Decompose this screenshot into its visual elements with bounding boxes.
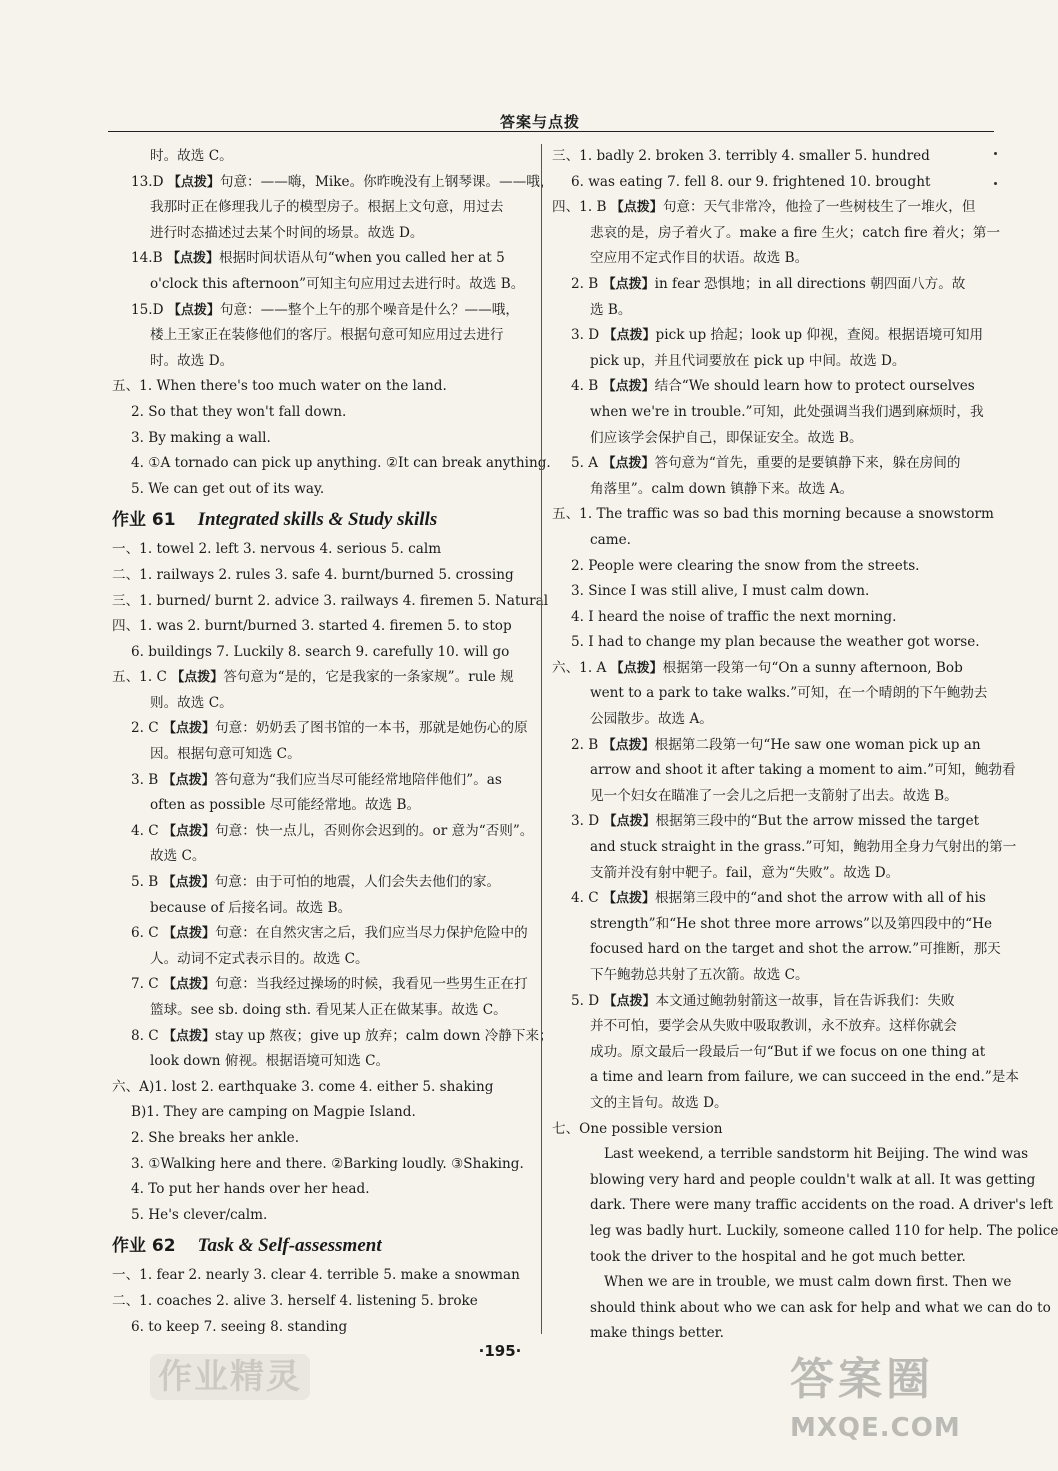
answer-line [112,614,534,640]
answer-line [112,1177,534,1203]
answer-text: 4. To put her hands over her head. [131,1181,370,1198]
answer-line [112,768,534,794]
answer-line [112,374,534,400]
answer-text: 3. D [571,813,604,830]
answer-line [112,1024,553,1050]
answer-line [112,1126,534,1152]
answer-text: 4. C [131,822,164,839]
answer-text: 角落里”。calm down 镇静下来。故选 A。 [590,480,854,497]
answer-line [552,681,988,707]
answer-line [552,1091,974,1117]
answer-text: often as possible 尽可能经常地。故选 B。 [150,797,421,814]
answer-line [552,707,974,733]
answer-line [112,998,534,1024]
answer-line [112,972,534,998]
answer-text: took the driver to the hospital and he got much better. [590,1248,966,1265]
answer-text: look down 俯视。根据语境可知选 C。 [150,1053,390,1070]
hint-text: 句意：天气非常冷，他捡了一些树枝生了一堆火，但 [662,199,976,216]
answer-text: When we are in trouble, we must calm down first. Then we [604,1274,1012,1291]
hint-marker: 【点拨】 [603,328,656,344]
answer-line [552,758,1016,784]
answer-text: 悲哀的是，房子着火了。make a fire 生火；catch fire 着火；第一 [590,224,1001,241]
answer-text: 四、1. B [552,199,611,216]
answer-line [112,742,534,768]
answer-line [112,921,534,947]
answer-text: 13.D [131,173,168,190]
answer-line [112,716,534,742]
hint-marker: 【点拨】 [167,302,220,318]
answer-line [552,835,1017,861]
answer-line [552,374,974,400]
hint-marker: 【点拨】 [603,814,656,830]
answer-text: 下午鲍勃总共射了五次箭。故选 C。 [590,967,809,983]
answer-text: 5. We can get out of its way. [131,480,325,497]
answer-text: 支箭并没有射中靶子。fail，意为“失败”。故选 D。 [590,864,900,881]
answer-text: 4. C [571,890,604,907]
answer-line [552,733,981,759]
answer-line [552,1142,1029,1168]
answer-text: o'clock this afternoon”可知主句应用过去进行时。故选 B。 [150,275,525,292]
answer-line [112,793,534,819]
hint-marker: 【点拨】 [163,1028,216,1044]
answer-line [112,665,534,691]
answer-line [552,937,1001,963]
answer-line [112,477,534,503]
hint-text: 句意：由于可怕的地震，人们会失去他们的家。 [214,874,501,891]
hint-marker: 【点拨】 [610,200,663,216]
answer-text: 二、1. railways 2. rules 3. safe 4. burnt/burned 5. crossing [112,566,514,583]
answer-line [552,1321,974,1347]
answer-line [552,861,974,887]
answer-text: 3. By making a wall. [131,429,271,446]
answer-line [552,1193,1053,1219]
answer-line [112,640,534,666]
answer-text: 选 B。 [590,301,632,318]
answer-text: 3. ①Walking here and there. ②Barking loudly. ③Shaking. [131,1155,524,1172]
edge-mark [994,182,997,185]
answer-line [552,912,992,938]
hint-text: 答句意为“我们应当尽可能经常地陪伴他们”。as [214,771,502,788]
answer-text: 2. C [131,720,164,737]
answer-text: 三、1. burned/ burnt 2. advice 3. railways 4. firemen 5. Natural [112,592,549,609]
answer-text: leg was badly hurt. Luckily, someone called 110 for help. The police [590,1222,1058,1239]
answer-line [552,400,984,426]
hint-marker: 【点拨】 [162,772,215,788]
hint-text: 本文通过鲍勃射箭这一故事，旨在告诉我们：失败 [655,992,955,1009]
left-column [112,144,554,1340]
answer-line [552,656,974,682]
answer-text: 2. So that they won't fall down. [131,403,347,420]
answer-line [552,554,974,580]
answer-line [112,400,534,426]
answer-text: 五、1. When there's too much water on the land. [112,378,447,395]
answer-line [552,1040,986,1066]
answer-line [552,477,974,503]
answer-text: 5. D [571,992,604,1009]
answer-line [552,1014,974,1040]
answer-line [112,1289,534,1315]
answer-line [552,1296,1051,1322]
answer-line [112,195,534,221]
hint-text: stay up 熬夜；give up 放弃；calm down 冷静下来； [215,1027,553,1044]
column-divider [541,144,542,1334]
answer-text: 人。动词不定式表示目的。故选 C。 [150,950,369,967]
hint-marker: 【点拨】 [163,926,216,942]
answer-line [552,323,984,349]
section-title: Task & Self-assessment [197,1235,382,1257]
answer-line [112,819,534,845]
hint-marker: 【点拨】 [163,977,216,993]
answer-line [112,1049,534,1075]
hint-text: 答句意为“是的，它是我家的一条家规”。rule 规 [223,669,514,686]
answer-line [112,170,554,196]
answer-line [552,528,974,554]
hint-marker: 【点拨】 [602,276,655,292]
hint-marker: 【点拨】 [171,670,224,686]
section-title: Integrated skills & Study skills [197,509,438,531]
answer-text: 文的主旨句。故选 D。 [590,1094,728,1111]
hint-marker: 【点拨】 [603,891,656,907]
answer-text: 4. I heard the noise of traffic the next morning. [571,608,897,625]
header-rule [108,131,994,132]
answer-text: 5. A [571,455,603,472]
section-heading [112,504,534,535]
answer-text: 公园散步。故选 A。 [590,711,713,728]
hint-text: 句意：——整个上午的那个噪音是什么？——哦， [219,301,519,318]
answer-text: 2. People were clearing the snow from the streets. [571,557,920,574]
answer-line [552,502,994,528]
answer-line [112,246,534,272]
hint-text: 根据第二段第一句“He saw one woman pick up an [654,736,981,753]
answer-line [112,426,534,452]
hint-text: 答句意为“首先，重要的是要镇静下来，躲在房间的 [654,455,961,472]
watermark-url: MXQE.COM [790,1413,961,1443]
answer-text: 二、1. coaches 2. alive 3. herself 4. listening 5. broke [112,1292,478,1309]
answer-line [112,1203,534,1229]
answer-text: 6. was eating 7. fell 8. our 9. frightened 10. brought [571,173,931,190]
hint-text: 句意：快一点儿，否则你会迟到的。or 意为“否则”。 [215,822,534,839]
answer-text: dark. There were many traffic accidents on the road. A driver's left [590,1197,1053,1214]
answer-text: 3. B [131,771,163,788]
answer-line [552,349,974,375]
answer-line [112,1075,534,1101]
answer-text: make things better. [590,1325,724,1342]
answer-line [552,1219,1058,1245]
hint-text: 结合“We should learn how to protect ourselves [654,378,975,395]
hint-text: 根据第三段中的“But the arrow missed the target [655,813,980,830]
hint-text: 根据时间状语从句“when you called her at 5 [218,250,505,267]
hint-marker: 【点拨】 [602,456,655,472]
answer-text: 8. C [131,1027,164,1044]
answer-line [112,1152,534,1178]
answer-line [552,426,974,452]
answer-text: focused hard on the target and shot the arrow.”可推断，那天 [590,941,1001,958]
watermark-logo-text: 答案圈 [790,1354,934,1405]
hint-text: pick up 拾起；look up 仰视，查阅。根据语境可知用 [655,327,984,344]
answer-text: came. [590,531,631,548]
answer-line [112,537,534,563]
answer-text: Last weekend, a terrible sandstorm hit Beijing. The wind was [604,1146,1029,1163]
answer-text: 3. D [571,327,604,344]
answer-text: 故选 C。 [150,848,206,865]
answer-text: 进行时态描述过去某个时间的场景。故选 D。 [150,224,424,241]
answer-text: went to a park to take walks.”可知，在一个晴朗的下午鲍勃去 [590,685,988,702]
answer-text: 4. B [571,378,603,395]
answer-text: 五、1. C [112,669,172,686]
answer-text: arrow and shoot it after taking a moment to aim.”可知，鲍勃看 [590,762,1016,779]
hint-marker: 【点拨】 [603,993,656,1009]
answer-text: 6. C [131,925,164,942]
edge-mark [994,152,997,155]
answer-line [552,605,974,631]
answer-text: 我那时正在修理我儿子的模型房子。根据上文句意，用过去 [150,199,504,216]
watermark-left: 作业精灵 [150,1354,310,1400]
answer-text: 时。故选 C。 [150,148,233,164]
hint-marker: 【点拨】 [162,875,215,891]
answer-text: 3. Since I was still alive, I must calm down. [571,583,870,600]
answer-text: 们应该学会保护自己，即保证安全。故选 B。 [590,429,863,446]
answer-text: 并不可怕，要学会从失败中吸取教训，永不放弃。这样你就会 [590,1018,958,1035]
answer-line [552,1245,974,1271]
answer-text: 2. B [571,736,603,753]
answer-text: 因。根据句意可知选 C。 [150,746,301,763]
answer-line [552,989,974,1015]
answer-text: 14.B [131,250,167,267]
answer-text: 篮球。see sb. doing sth. 看见某人正在做某事。故选 C。 [150,1002,507,1018]
answer-text: 时。故选 D。 [150,352,234,369]
answer-text: 一、1. fear 2. nearly 3. clear 4. terrible 5. make a snowman [112,1267,520,1284]
answer-text: 15.D [131,301,168,318]
section-heading [112,1230,534,1261]
answer-text: 一、1. towel 2. left 3. nervous 4. serious 5. calm [112,541,442,558]
page-number: ·195· [478,1342,522,1360]
answer-line [552,1117,974,1143]
answer-line [552,144,974,170]
hint-marker: 【点拨】 [163,721,216,737]
answer-text: B)1. They are camping on Magpie Island. [131,1104,416,1121]
answer-text: 成功。原文最后一段最后一句“But if we focus on one thing at [590,1043,986,1060]
section-label: 作业 62 [112,1236,176,1257]
answer-line [552,809,980,835]
hint-marker: 【点拨】 [610,660,663,676]
hint-text: in fear 恐惧地；in all directions 朝四面八方。故 [654,275,966,292]
answer-line [552,272,974,298]
answer-text: 5. B [131,874,163,891]
answer-line [112,1100,534,1126]
answer-text: and stuck straight in the grass.”可知，鲍勃用全身力气射出的第一 [590,839,1017,856]
answer-line [112,844,534,870]
hint-marker: 【点拨】 [163,823,216,839]
answer-text: 五、1. The traffic was so bad this morning because a snowstorm [552,506,994,523]
answer-line [552,451,974,477]
section-label: 作业 61 [112,510,176,531]
answer-line [552,1270,1012,1296]
answer-line [552,246,974,272]
answer-line [112,563,534,589]
answer-line [552,1168,1036,1194]
answer-line [112,349,534,375]
answer-text: when we're in trouble.”可知，此处强调当我们遇到麻烦时，我 [590,403,984,420]
answer-text: 5. I had to change my plan because the weather got worse. [571,634,980,651]
answer-line [112,691,534,717]
answer-text: 6. buildings 7. Luckily 8. search 9. carefully 10. will go [131,643,510,660]
answer-line [552,886,986,912]
answer-text: 六、1. A [552,659,611,676]
hint-text: 句意：在自然灾害之后，我们应当尽力保护危险中的 [215,925,528,942]
answer-text: 空应用不定式作目的状语。故选 B。 [590,250,809,267]
answer-line [552,298,974,324]
answer-text: 七、One possible version [552,1120,723,1137]
watermark-logo [790,1350,990,1460]
answer-line [552,195,974,221]
hint-text: 根据第三段中的“and shot the arrow with all of his [655,890,986,907]
answer-line [112,1315,534,1341]
hint-marker: 【点拨】 [166,251,219,267]
answer-line [552,784,974,810]
hint-text: 句意：——嗨，Mike。你昨晚没有上钢琴课。——哦， [219,173,554,190]
answer-text: 2. She breaks her ankle. [131,1129,300,1146]
answer-text: 四、1. was 2. burnt/burned 3. started 4. firemen 5. to stop [112,618,512,635]
answer-line [552,221,1001,247]
right-column [552,144,1058,1347]
answer-text: 5. He's clever/calm. [131,1206,268,1223]
answer-text: 六、A)1. lost 2. earthquake 3. come 4. either 5. shaking [112,1078,494,1095]
answer-line [552,170,974,196]
answer-text: because of 后接名词。故选 B。 [150,899,352,916]
answer-line [552,963,974,989]
answer-line [112,947,534,973]
answer-text: 楼上王家正在装修他们的客厅。根据句意可知应用过去进行 [150,327,504,344]
hint-marker: 【点拨】 [602,737,655,753]
answer-line [112,1263,534,1289]
answer-text: blowing very hard and people couldn't walk at all. It was getting [590,1171,1036,1188]
answer-text: should think about who we can ask for help and what we can do to [590,1299,1051,1316]
answer-line [112,272,534,298]
answer-text: 7. C [131,976,164,993]
page-header-title: 答案与点拨 [499,113,580,131]
hint-text: 根据第一段第一句“On a sunny afternoon, Bob [662,659,963,676]
answer-text: pick up，并且代词要放在 pick up 中间。故选 D。 [590,352,906,369]
answer-line [112,144,534,170]
answer-text: a time and learn from failure, we can succeed in the end.”是本 [590,1069,1019,1086]
answer-line [112,221,534,247]
hint-marker: 【点拨】 [602,379,655,395]
hint-text: 句意：奶奶丢了图书馆的一本书，那就是她伤心的原 [215,720,528,737]
answer-line [112,323,534,349]
answer-line [552,1065,1019,1091]
answer-line [552,579,974,605]
answer-line [112,870,534,896]
hint-marker: 【点拨】 [167,174,220,190]
answer-line [112,896,534,922]
answer-text: 三、1. badly 2. broken 3. terribly 4. smaller 5. hundred [552,148,930,164]
answer-line [112,451,551,477]
answer-text: 4. ①A tornado can pick up anything. ②It can break anything. [131,455,551,472]
answer-line [112,589,549,615]
answer-line [112,298,534,324]
hint-text: 句意：当我经过操场的时候，我看见一些男生正在打 [215,976,528,993]
answer-line [552,630,980,656]
answer-text: 2. B [571,275,603,292]
answer-text: 6. to keep 7. seeing 8. standing [131,1318,348,1335]
answer-text: strength”和“He shot three more arrows”以及第四段中的“He [590,915,992,932]
answer-text: 则。故选 C。 [150,694,233,711]
answer-text: 见一个妇女在瞄准了一会儿之后把一支箭射了出去。故选 B。 [590,787,958,804]
